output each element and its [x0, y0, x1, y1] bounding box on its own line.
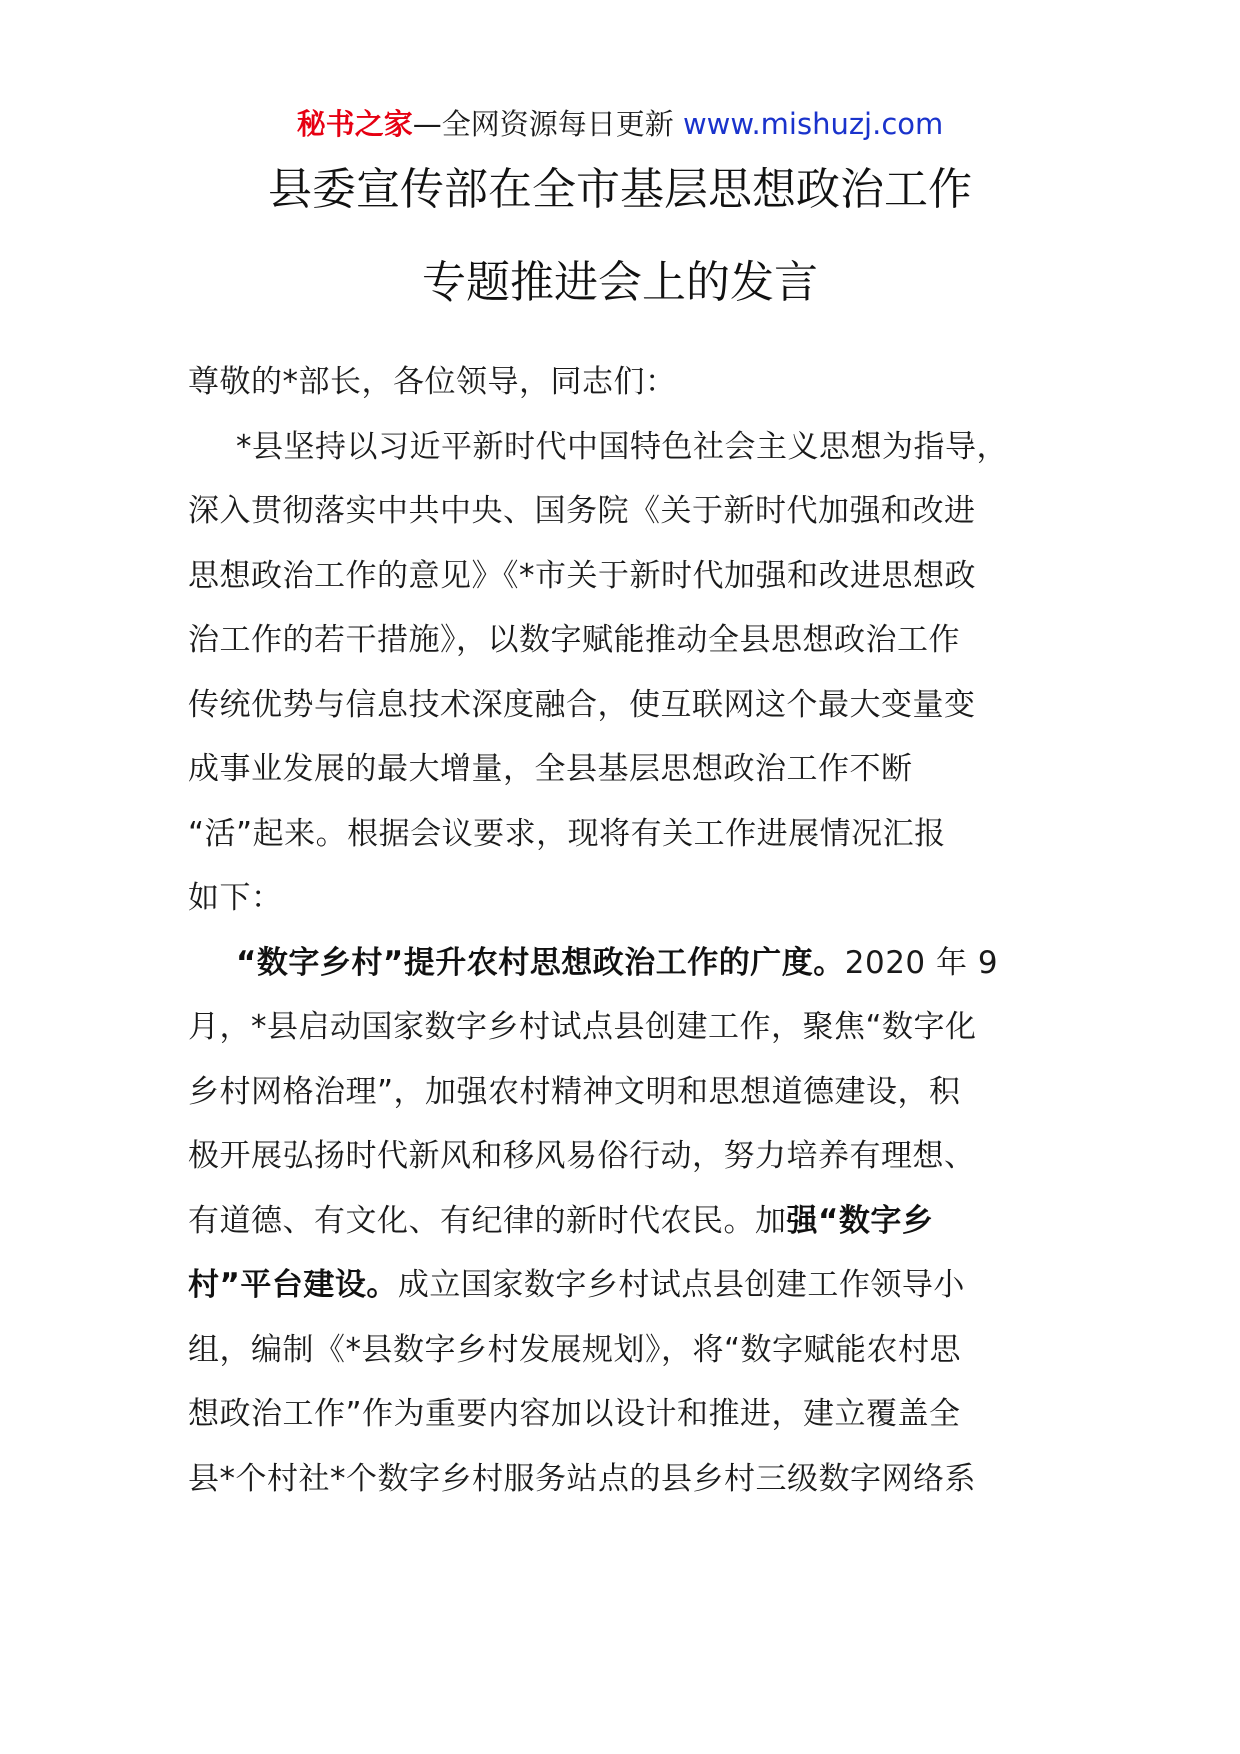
paragraph-line: 乡村网格治理”，加强农村精神文明和思想道德建设，积	[188, 1073, 961, 1110]
paragraph-line: 思想政治工作的意见》《*市关于新时代加强和改进思想政	[188, 557, 976, 594]
paragraph-line: 传统优势与信息技术深度融合，使互联网这个最大变量变	[188, 686, 976, 723]
document-body	[188, 350, 1058, 1511]
paragraph-line: 月，*县启动国家数字乡村试点县创建工作，聚焦“数字化	[188, 1009, 977, 1045]
paragraph-text: 成立国家数字乡村试点县创建工作领导小	[397, 1267, 965, 1303]
paragraph-line: 深入贯彻落实中共中央、国务院《关于新时代加强和改进	[188, 493, 976, 529]
paragraph-line: 成事业发展的最大增量，全县基层思想政治工作不断	[188, 751, 913, 787]
paragraph-line: 极开展弘扬时代新风和移风易俗行动，努力培养有理想、	[188, 1138, 976, 1174]
watermark-header	[0, 104, 1240, 144]
paragraph-line	[188, 1189, 1058, 1254]
section-heading: “数字乡村”提升农村思想政治工作的广度。	[236, 944, 845, 981]
paragraph-line: 组，编制《*县数字乡村发展规划》，将“数字赋能农村思	[188, 1331, 962, 1368]
document-title-line-1: 县委宣传部在全市基层思想政治工作	[268, 164, 972, 215]
paragraph-line: “活”起来。根据会议要求，现将有关工作进展情况汇报	[188, 815, 946, 852]
paragraph-line: 想政治工作”作为重要内容加以设计和推进，建立覆盖全	[188, 1396, 961, 1432]
header-tagline: —全网资源每日更新	[412, 107, 683, 141]
paragraph-line	[188, 1253, 1058, 1318]
paragraph-line	[188, 931, 1058, 996]
paragraph-line: 如下：	[188, 880, 283, 916]
subsection-heading: 强“数字乡	[786, 1202, 934, 1239]
document-title-line-2: 专题推进会上的发言	[422, 257, 818, 308]
paragraph-line: 县*个村社*个数字乡村服务站点的县乡村三级数字网络系	[188, 1460, 976, 1497]
subsection-heading: 村”平台建设。	[188, 1267, 398, 1303]
paragraph-line: *县坚持以习近平新时代中国特色社会主义思想为指导，	[236, 428, 1008, 465]
paragraph-digital-village	[188, 931, 1058, 1512]
brand-name: 秘书之家	[296, 107, 413, 141]
paragraph-intro	[188, 415, 1058, 931]
salutation: 尊敬的*部长，各位领导，同志们：	[188, 364, 677, 400]
paragraph-text: 2020 年 9	[844, 944, 999, 981]
paragraph-text: 有道德、有文化、有纪律的新时代农民。加	[188, 1202, 787, 1239]
site-url-link[interactable]: www.mishuzj.com	[682, 107, 944, 141]
paragraph-line: 治工作的若干措施》，以数字赋能推动全县思想政治工作	[188, 622, 960, 658]
